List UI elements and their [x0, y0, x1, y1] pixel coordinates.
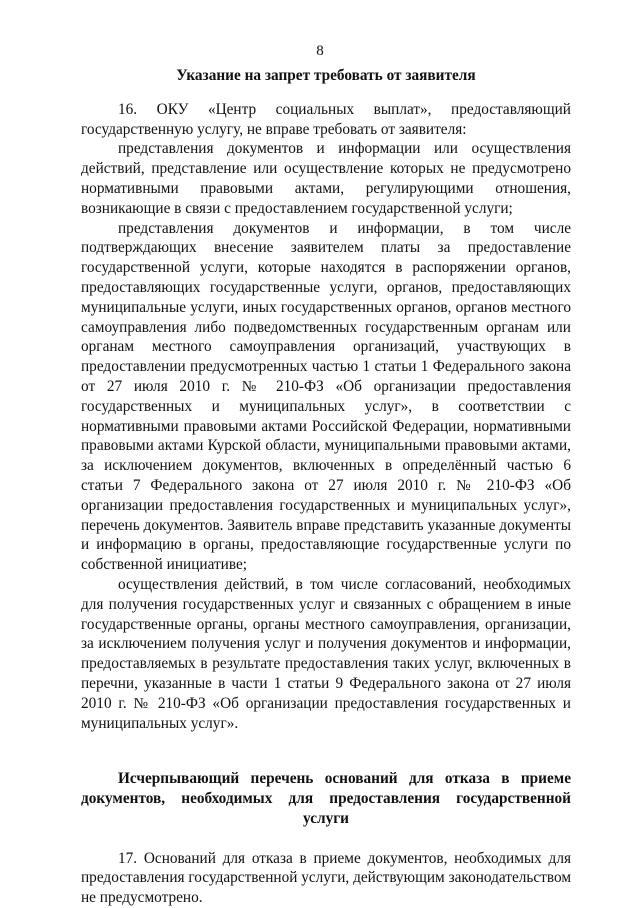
- paragraph-16-item-3: осуществления действий, в том числе согласований, необходимых для получения государственных услуг и связанных с обращением в иные государственные органы, органы местного самоуправления, организации, за исключением получения услуг и получения документов и информации, предоставляемых в результате предоставления таких услуг, включенных в перечни, указанные в части 1 статьи 9 Федерального закона от 27 июля 2010 г. № 210-ФЗ «Об организации предоставления государственных и муниципальных услуг».: [81, 575, 571, 732]
- section-heading-prohibition: Указание на запрет требовать от заявителя: [176, 67, 476, 84]
- paragraph-16-item-2: представления документов и информации, в том числе подтверждающих внесение заявителем платы за предоставление государственной услуги, которые находятся в распоряжении органов, предоставляющих государственные услуги, органов, предоставляющих муниципальные услуги, иных государственных органов, органов местного самоуправления либо подведомственных государственным органам или органам местного самоуправления организаций, участвующих в предоставлении предусмотренных частью 1 статьи 1 Федерального закона от 27 июля 2010 г. № 210-ФЗ «Об организации предоставления государственных и муниципальных услуг», в соответствии с нормативными правовыми актами Российской Федерации, нормативными правовыми актами Курской области, муниципальными правовыми актами, за исключением документов, включенных в определённый частью 6 статьи 7 Федерального закона от 27 июля 2010 г. № 210-ФЗ «Об организации предоставления государственных и муниципальных услуг», перечень документов. Заявитель вправе представить указанные документы и информацию в органы, предоставляющие государственные услуги по собственной инициативе;: [81, 219, 571, 574]
- page-number: 8: [316, 43, 324, 59]
- section-spacer: [81, 733, 571, 769]
- paragraph-17: 17. Оснований для отказа в приеме документов, необходимых для предоставления государственной услуги, действующим законодательством не предусмотрено.: [81, 849, 571, 907]
- page-content: [81, 66, 571, 908]
- section-heading-refusal-grounds: Исчерпывающий перечень оснований для отказа в приеме документов, необходимых для предоставления государственной услуги: [81, 770, 571, 827]
- paragraph-16: 16. ОКУ «Центр социальных выплат», предоставляющий государственную услугу, не вправе требовать от заявителя:: [81, 100, 571, 138]
- section-spacer: [81, 829, 571, 849]
- paragraph-16-item-1: представления документов и информации или осуществления действий, представление или осуществление которых не предусмотрено нормативными правовыми актами, регулирующими отношения, возникающие в связи с предоставлением государственной услуги;: [81, 140, 571, 217]
